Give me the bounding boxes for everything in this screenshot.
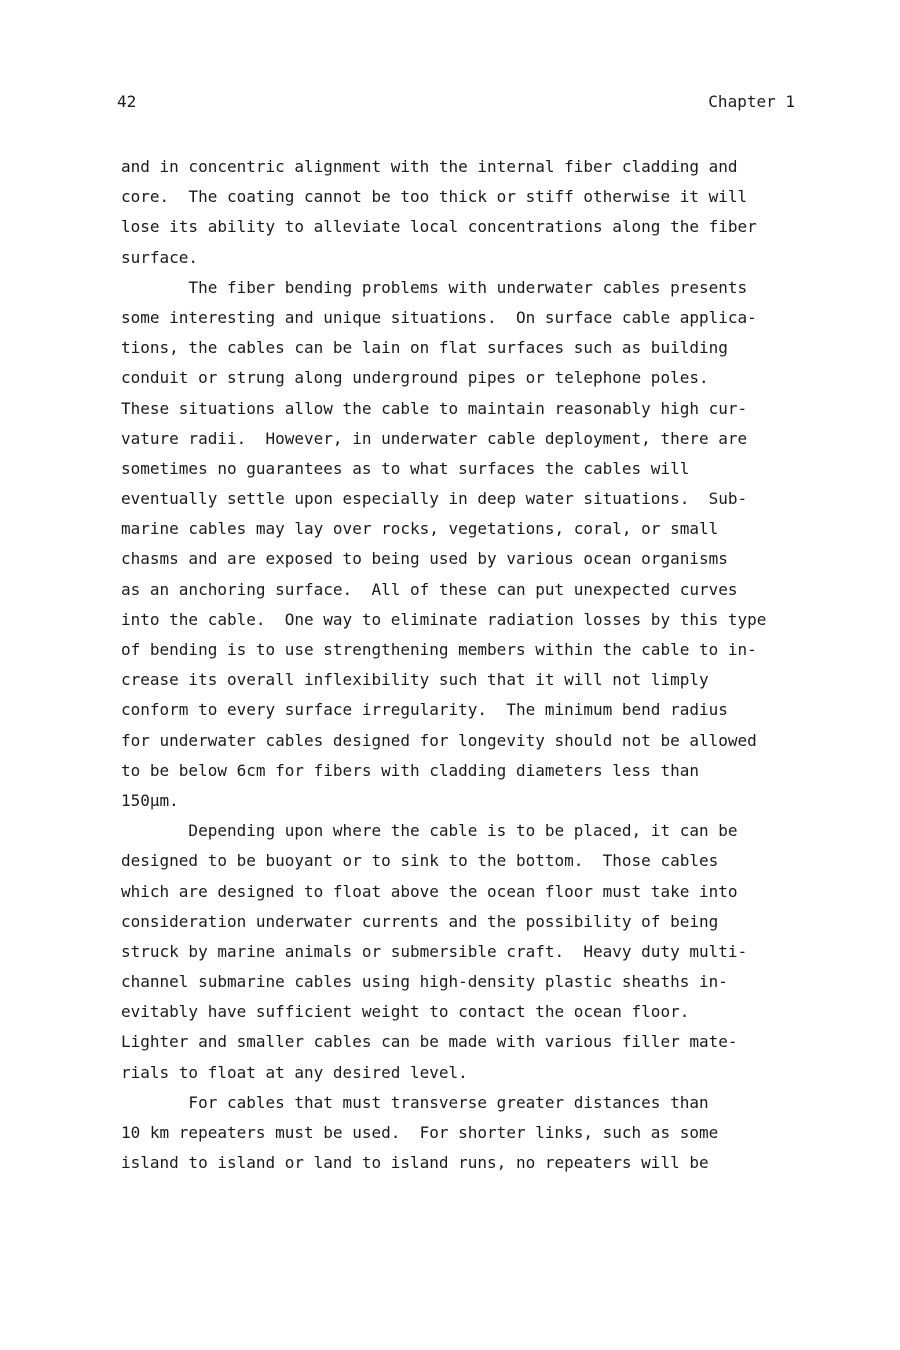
text-line: channel submarine cables using high-density plastic sheaths in- [121,972,728,992]
text-line: chasms and are exposed to being used by various ocean organisms [121,549,728,569]
text-line: conform to every surface irregularity. The minimum bend radius [121,700,728,720]
text-line: to be below 6cm for fibers with cladding diameters less than [121,760,699,780]
text-line: conduit or strung along underground pipes or telephone poles. [121,368,709,388]
text-line: surface. [121,247,199,267]
text-line: lose its ability to alleviate local concentrations along the fiber [121,217,757,237]
text-line: For cables that must transverse greater distances than [121,1092,709,1112]
text-line: which are designed to float above the ocean floor must take into [121,881,738,901]
text-line: for underwater cables designed for longevity should not be allowed [121,730,757,750]
text-line: sometimes no guarantees as to what surfaces the cables will [121,458,690,478]
text-line: Depending upon where the cable is to be placed, it can be [121,821,738,841]
text-line: Lighter and smaller cables can be made with various filler mate- [121,1032,738,1052]
page-number: 42 [117,92,137,111]
text-line: designed to be buoyant or to sink to the bottom. Those cables [121,851,719,871]
text-line: struck by marine animals or submersible craft. Heavy duty multi- [121,941,748,961]
text-line: as an anchoring surface. All of these can put unexpected curves [121,579,738,599]
chapter-heading: Chapter 1 [708,92,795,111]
text-line: eventually settle upon especially in deep water situations. Sub- [121,489,748,509]
text-line: island to island or land to island runs, no repeaters will be [121,1153,709,1173]
text-line: core. The coating cannot be too thick or stiff otherwise it will [121,187,748,207]
text-line: 10 km repeaters must be used. For shorter links, such as some [121,1123,719,1142]
body-text [121,152,801,1178]
text-line: marine cables may lay over rocks, vegetations, coral, or small [121,519,719,539]
text-line: consideration underwater currents and the possibility of being [121,911,719,931]
text-line: These situations allow the cable to maintain reasonably high cur- [121,398,748,418]
text-line: and in concentric alignment with the internal fiber cladding and [121,157,738,176]
text-line: some interesting and unique situations. On surface cable applica- [121,307,757,327]
text-line: tions, the cables can be lain on flat surfaces such as building [121,338,728,358]
text-line: vature radii. However, in underwater cable deployment, there are [121,428,748,448]
text-line: rials to float at any desired level. [121,1062,468,1082]
text-line: 150µm. [121,790,179,810]
text-line: evitably have sufficient weight to contact the ocean floor. [121,1002,690,1022]
text-line: of bending is to use strengthening members within the cable to in- [121,640,757,659]
text-line: The fiber bending problems with underwater cables presents [121,277,748,297]
text-line: into the cable. One way to eliminate radiation losses by this type [121,609,767,629]
text-line: crease its overall inflexibility such that it will not limply [121,670,709,690]
